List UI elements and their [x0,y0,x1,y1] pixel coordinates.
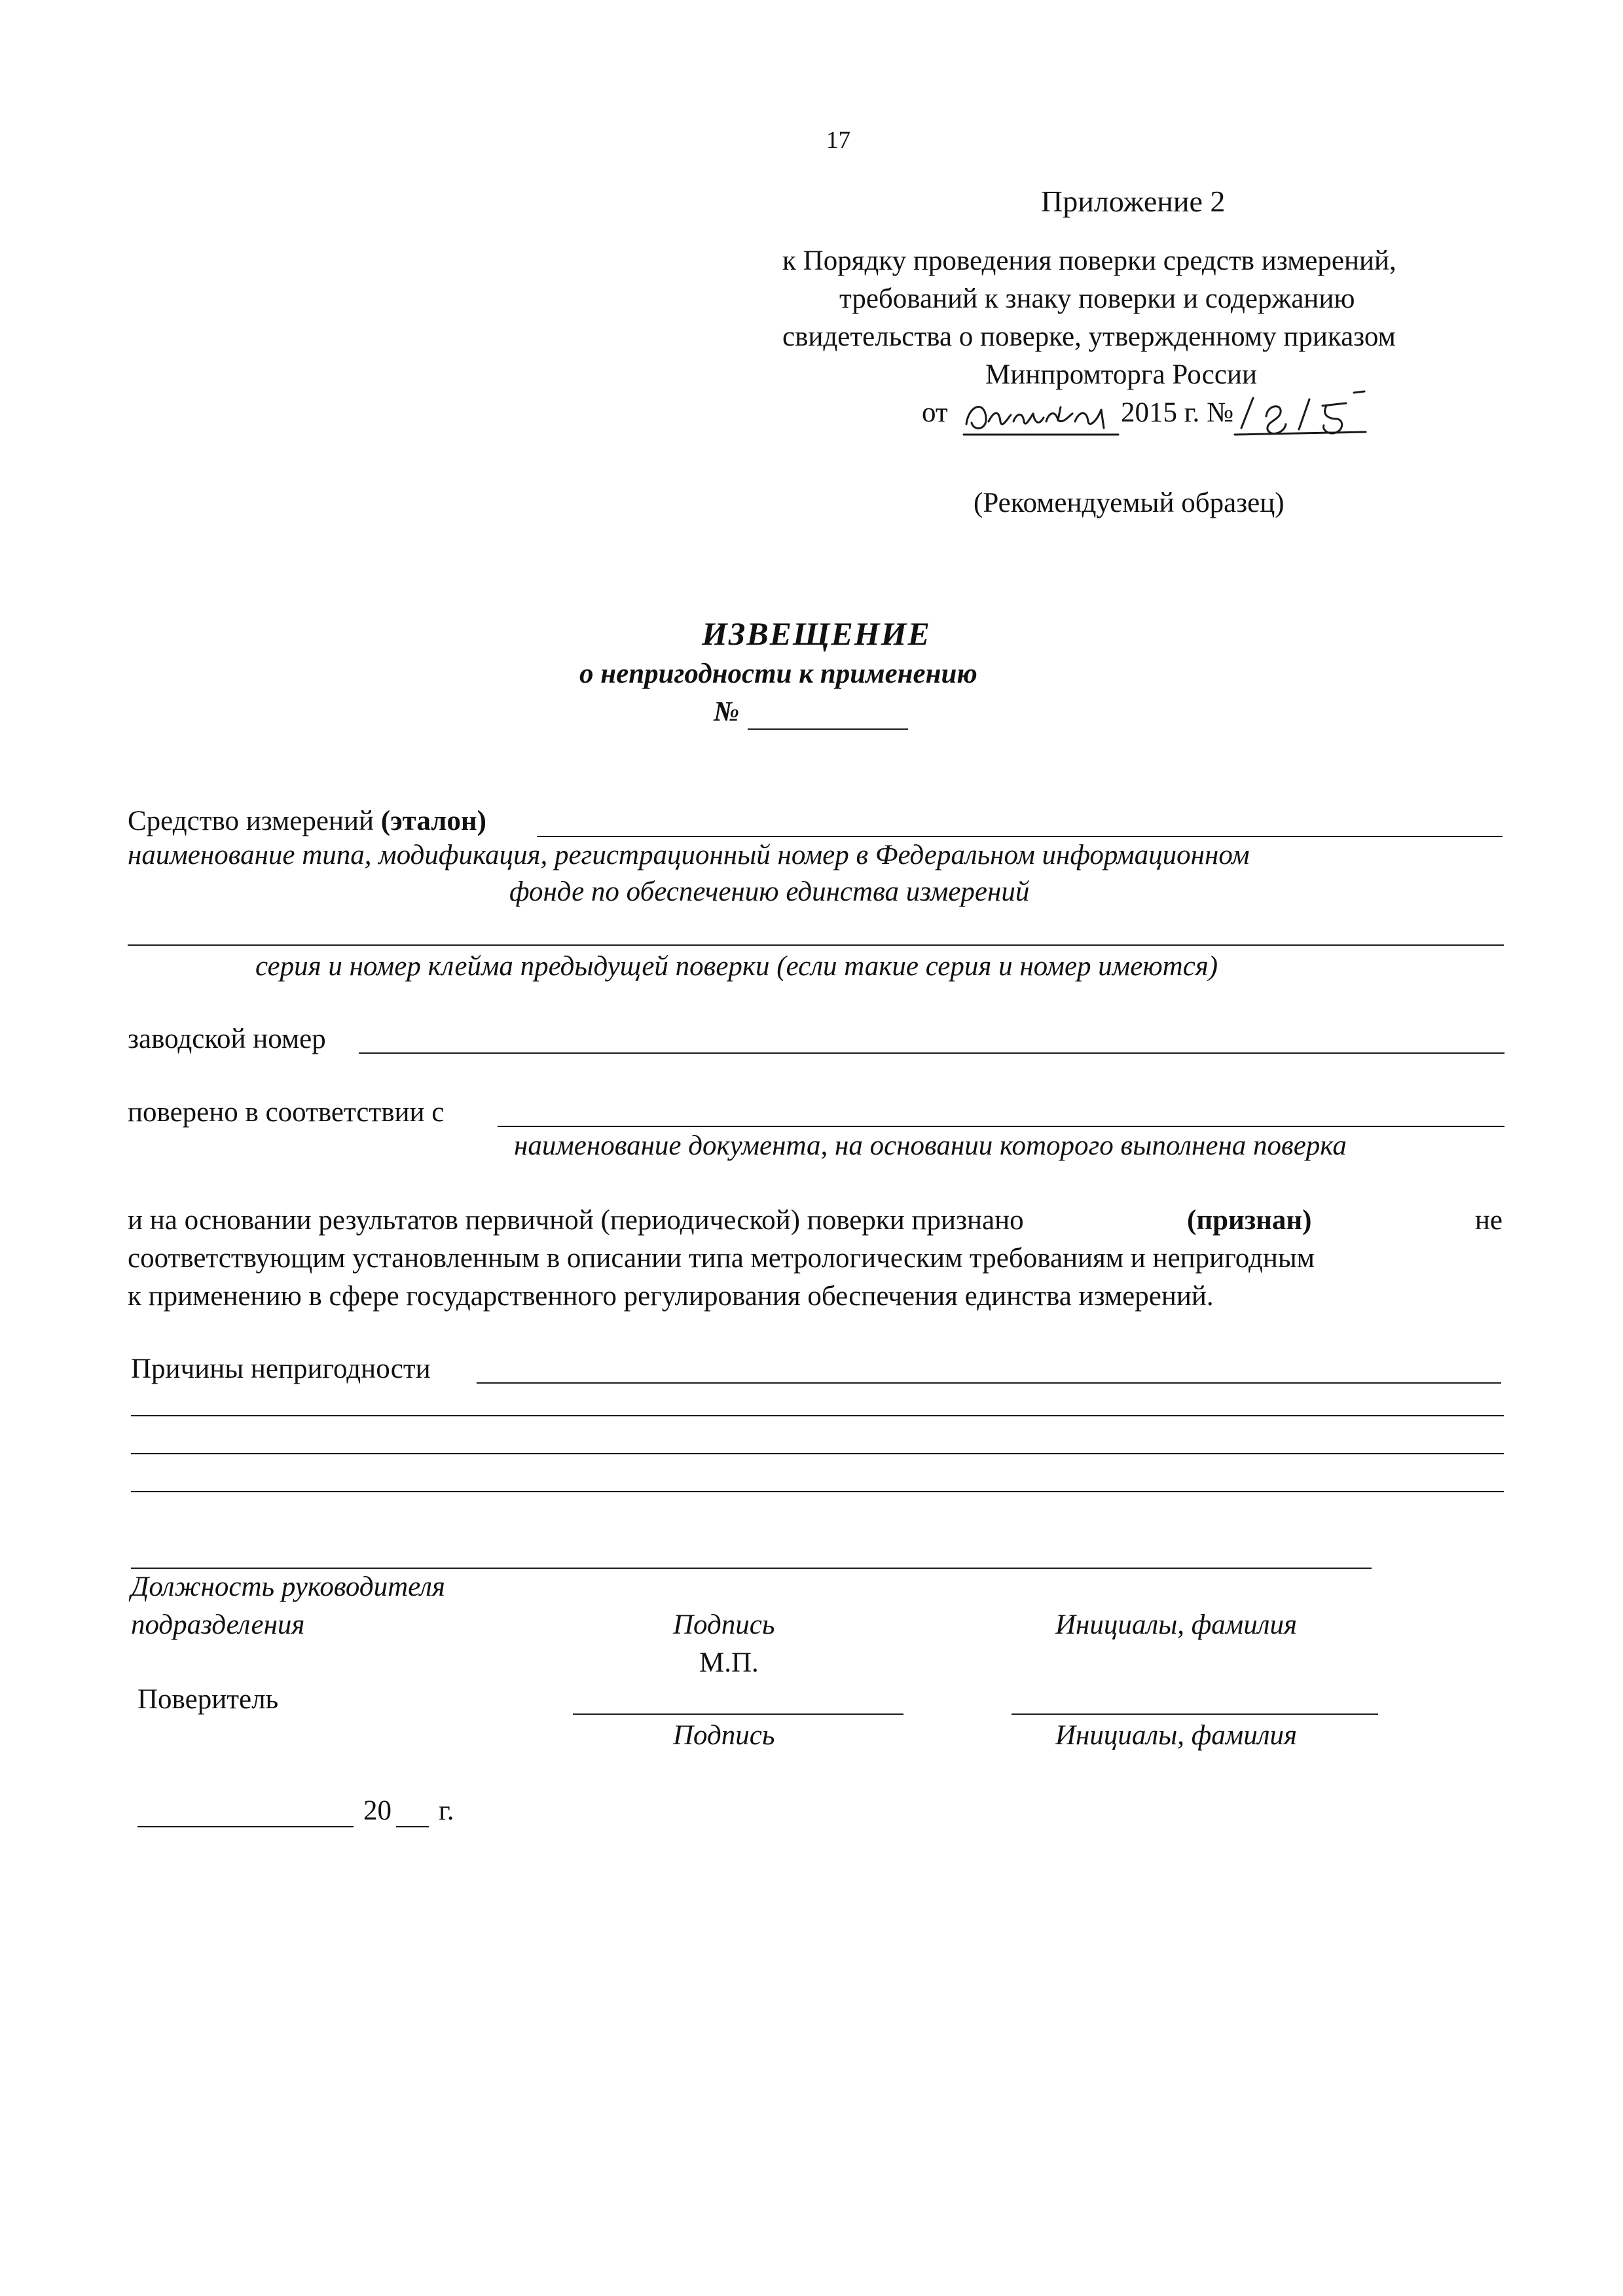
verifier-signature-line[interactable] [573,1713,903,1715]
signature-caption-2: Подпись [673,1720,775,1751]
notice-number-line[interactable] [748,728,908,730]
header-order-line-3: свидетельства о поверке, утвержденному приказом [782,321,1396,352]
appendix-label: Приложение 2 [1041,185,1226,218]
body-line-1-end: не [1474,1205,1503,1236]
stamp-label: М.П. [699,1647,759,1678]
reasons-input-line-1[interactable] [477,1382,1501,1384]
verifier-label: Поверитель [137,1684,279,1715]
reasons-label: Причины непригодности [131,1354,431,1384]
instrument-hint-1: наименование типа, модификация, регистрационный номер в Федеральном информационном [128,840,1250,870]
head-position-line-1: Должность руководителя [131,1571,445,1602]
instrument-label [128,805,486,837]
date-input-line[interactable] [137,1826,354,1827]
verified-hint: наименование документа, на основании которого выполнена поверка [514,1130,1347,1161]
serial-input-line[interactable] [359,1052,1504,1054]
verified-label: поверено в соответствии с [128,1097,445,1128]
verifier-initials-line[interactable] [1012,1713,1378,1715]
body-line-2: соответствующим установленным в описании типа метрологическим требованиям и непригодным [128,1243,1315,1274]
year-input-line[interactable] [396,1826,429,1827]
number-sign: № [714,696,740,727]
reasons-input-line-3[interactable] [131,1453,1504,1454]
document-subtitle: о непригодности к применению [579,658,977,689]
year-suffix: г. [439,1795,454,1826]
head-position-line-2: подразделения [131,1609,305,1640]
body-line-1-start: и на основании результатов первичной (периодической) поверки признано [128,1205,1024,1236]
year-prefix: 20 [363,1795,392,1826]
order-date-year: 2015 г. № [1121,397,1234,428]
instrument-label-etalon: (эталон) [380,806,486,836]
serial-label: заводской номер [128,1024,326,1054]
brand-hint: серия и номер клейма предыдущей поверки (если такие серия и номер имеются) [255,951,1218,982]
brand-input-line[interactable] [128,944,1504,946]
header-order-line-4: Минпромторга России [985,359,1257,390]
body-line-1-bold: (признан) [1187,1205,1312,1236]
order-date-prefix: от [922,397,948,428]
initials-caption-2: Инициалы, фамилия [1055,1720,1297,1751]
initials-caption: Инициалы, фамилия [1055,1609,1297,1640]
header-order-line-1: к Порядку проведения поверки средств измерений, [782,245,1396,276]
header-order-line-2: требований к знаку поверки и содержанию [839,283,1355,314]
verified-input-line[interactable] [498,1126,1504,1127]
head-signature-line[interactable] [131,1568,1372,1569]
page-number: 17 [826,127,850,154]
instrument-label-text: Средство измерений [128,806,374,836]
body-line-3: к применению в сфере государственного регулирования обеспечения единства измерений. [128,1281,1214,1312]
signature-caption: Подпись [673,1609,775,1640]
instrument-hint-2: фонде по обеспечению единства измерений [509,876,1030,907]
reasons-input-line-4[interactable] [131,1491,1504,1492]
handwritten-date-signature [962,391,1120,439]
sample-note: (Рекомендуемый образец) [974,488,1285,518]
instrument-input-line[interactable] [537,836,1503,837]
body-line-1 [128,1204,1503,1236]
reasons-input-line-2[interactable] [131,1415,1504,1416]
handwritten-order-number [1231,386,1368,439]
document-title: ИЗВЕЩЕНИЕ [702,615,931,652]
